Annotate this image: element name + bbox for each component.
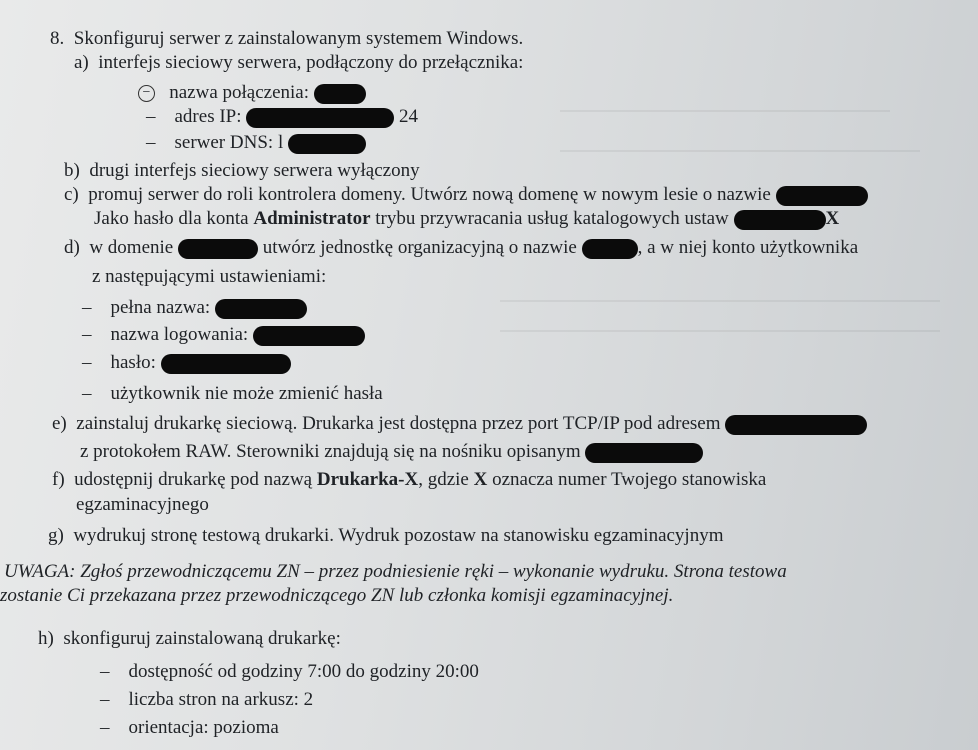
d-sub-label: hasło:	[110, 352, 156, 373]
item-c-line1: promuj serwer do roli kontrolera domeny. Utwórz nową domenę w nowym lesie o nazwie	[88, 184, 771, 205]
show-through	[500, 330, 940, 332]
item-g-text: wydrukuj stronę testową drukarki. Wydruk pozostaw na stanowisku egzaminacyjnym	[73, 525, 724, 546]
item-c-letter: c)	[64, 184, 79, 205]
text: z następującymi ustawieniami:	[92, 266, 327, 287]
item-f-line2	[76, 494, 209, 516]
text: Jako hasło dla konta	[94, 208, 254, 229]
a-sub-label: nazwa połączenia:	[169, 82, 310, 103]
redaction	[215, 299, 307, 319]
item-d	[64, 237, 858, 259]
show-through	[500, 300, 940, 302]
bullet: –	[146, 132, 156, 153]
d-sub-4	[82, 383, 383, 405]
d-sub-label: użytkownik nie może zmienić hasła	[110, 383, 383, 404]
bullet: –	[82, 352, 92, 373]
item-c-line2	[94, 208, 839, 230]
text: , a w niej konto użytkownika	[637, 237, 859, 258]
redaction	[585, 443, 703, 463]
redaction	[734, 210, 826, 230]
text: trybu przywracania usług katalogowych ustaw	[370, 208, 729, 229]
bullet: –	[100, 661, 110, 682]
item-e	[52, 413, 867, 435]
item-e-line2	[80, 441, 703, 463]
redaction	[253, 326, 365, 346]
bullet: –	[100, 717, 110, 738]
item-g	[48, 525, 724, 547]
a-sub-suffix: 24	[399, 106, 419, 127]
bullet: –	[82, 324, 92, 345]
bold-text: Drukarka-X	[316, 469, 419, 490]
bullet: –	[146, 106, 156, 127]
item-e-line1: zainstaluj drukarkę sieciową. Drukarka jest dostępna przez port TCP/IP pod adresem	[76, 413, 721, 434]
redaction	[776, 186, 868, 206]
text: egzaminacyjnego	[76, 494, 209, 515]
item-h	[38, 628, 341, 650]
show-through	[560, 110, 890, 112]
text: utwórz jednostkę organizacyjną o nazwie	[262, 237, 577, 258]
item-a-letter: a)	[74, 52, 89, 73]
item-e-letter: e)	[52, 413, 67, 434]
bold-text: Administrator	[253, 208, 371, 229]
item-a	[74, 52, 523, 74]
bullet: –	[82, 297, 92, 318]
bullet: –	[100, 689, 110, 710]
task-number: 8.	[50, 28, 65, 49]
uwaga-note	[4, 561, 787, 583]
uwaga-note-line2	[0, 585, 673, 607]
item-f-letter: f)	[52, 469, 65, 490]
bold-text: X	[473, 469, 488, 490]
a-sub-label: serwer DNS:	[174, 132, 274, 153]
item-d-line2	[92, 266, 326, 288]
a-sub-suffix: l	[277, 132, 284, 153]
d-sub-label: pełna nazwa:	[110, 297, 211, 318]
uwaga-line1: UWAGA: Zgłoś przewodniczącemu ZN – przez podniesienie ręki – wykonanie wydruku. Strona testowa	[4, 561, 787, 582]
h-sub-label: dostępność od godziny 7:00 do godziny 20:00	[128, 661, 479, 682]
h-sub-label: orientacja: pozioma	[128, 717, 279, 738]
redaction	[161, 354, 291, 374]
d-sub-1	[82, 297, 307, 319]
h-sub-3	[100, 717, 279, 739]
redaction	[314, 84, 366, 104]
h-sub-1	[100, 661, 479, 683]
a-sub-label: adres IP:	[174, 106, 242, 127]
item-h-text: skonfiguruj zainstalowaną drukarkę:	[63, 628, 341, 649]
bullet: –	[82, 383, 92, 404]
item-b-text: drugi interfejs sieciowy serwera wyłączony	[89, 160, 420, 181]
redaction	[178, 239, 258, 259]
item-b	[64, 160, 420, 182]
item-g-letter: g)	[48, 525, 64, 546]
item-h-letter: h)	[38, 628, 54, 649]
redaction	[246, 108, 394, 128]
show-through	[560, 150, 920, 152]
item-d-letter: d)	[64, 237, 80, 258]
text: oznacza numer Twojego stanowiska	[487, 469, 767, 490]
text: w domenie	[89, 237, 174, 258]
redaction	[725, 415, 867, 435]
item-b-letter: b)	[64, 160, 80, 181]
redaction	[288, 134, 366, 154]
item-c	[64, 184, 868, 206]
a-sub-1	[138, 82, 366, 104]
text: udostępnij drukarkę pod nazwą	[74, 469, 317, 490]
d-sub-label: nazwa logowania:	[110, 324, 249, 345]
item-a-text: interfejs sieciowy serwera, podłączony do przełącznika:	[98, 52, 524, 73]
d-sub-3	[82, 352, 291, 374]
a-sub-3	[146, 132, 366, 154]
text: z protokołem RAW. Sterowniki znajdują się na nośniku opisanym	[80, 441, 581, 462]
bold-text: X	[825, 208, 840, 229]
item-f	[52, 469, 766, 491]
h-sub-2	[100, 689, 313, 711]
redaction	[582, 239, 638, 259]
task-heading	[50, 28, 523, 50]
text: , gdzie	[418, 469, 474, 490]
a-sub-2	[146, 106, 418, 128]
d-sub-2	[82, 324, 365, 346]
h-sub-label: liczba stron na arkusz: 2	[128, 689, 314, 710]
uwaga-line2: zostanie Ci przekazana przez przewodniczącego ZN lub członka komisji egzaminacyjnej.	[0, 585, 674, 606]
task-title: Skonfiguruj serwer z zainstalowanym systemem Windows.	[73, 28, 524, 49]
circled-dash-icon: −	[138, 85, 155, 102]
